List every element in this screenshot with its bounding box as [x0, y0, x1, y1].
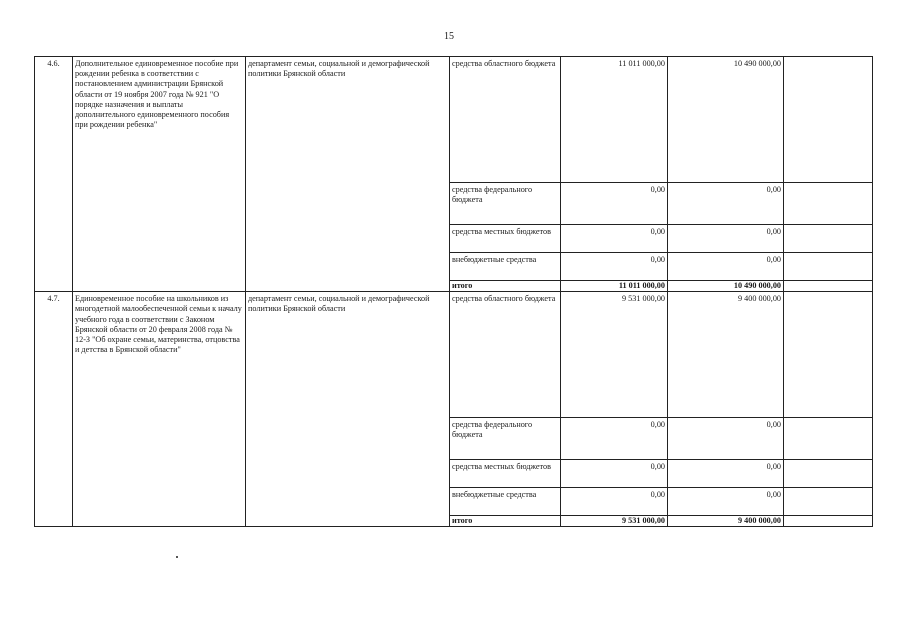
empty-cell	[784, 292, 873, 418]
value-cell: 0,00	[668, 183, 784, 225]
table-row	[35, 57, 873, 183]
empty-cell	[784, 460, 873, 488]
value-cell: 0,00	[561, 253, 668, 281]
source-label: средства федерального бюджета	[450, 418, 561, 460]
empty-cell	[784, 418, 873, 460]
total-value: 9 531 000,00	[561, 516, 668, 527]
empty-cell	[784, 183, 873, 225]
table-row	[35, 292, 873, 418]
source-label: средства федерального бюджета	[450, 183, 561, 225]
empty-cell	[784, 57, 873, 183]
measure-description: Единовременное пособие на школьников из многодетной малообеспеченной семьи к началу учебного года в соответствии с Законом Брянской области от 20 февраля 2008 года № 12-З "Об охране семьи, материнства, отцовства и детства в Брянской области"	[73, 292, 246, 527]
empty-cell	[784, 281, 873, 292]
empty-cell	[784, 488, 873, 516]
value-cell: 9 531 000,00	[561, 292, 668, 418]
executor-cell: департамент семьи, социальной и демографической политики Брянской области	[246, 57, 450, 292]
source-label: средства местных бюджетов	[450, 460, 561, 488]
source-label: внебюджетные средства	[450, 253, 561, 281]
value-cell: 0,00	[561, 418, 668, 460]
budget-table	[34, 56, 873, 527]
value-cell: 0,00	[668, 418, 784, 460]
executor-cell: департамент семьи, социальной и демографической политики Брянской области	[246, 292, 450, 527]
row-number: 4.7.	[35, 292, 73, 527]
value-cell: 0,00	[561, 183, 668, 225]
value-cell: 0,00	[561, 488, 668, 516]
empty-cell	[784, 225, 873, 253]
row-number: 4.6.	[35, 57, 73, 292]
total-value: 10 490 000,00	[668, 281, 784, 292]
total-value: 9 400 000,00	[668, 516, 784, 527]
value-cell: 0,00	[668, 225, 784, 253]
source-label: средства областного бюджета	[450, 292, 561, 418]
value-cell: 0,00	[561, 460, 668, 488]
total-label: итого	[450, 281, 561, 292]
value-cell: 0,00	[668, 488, 784, 516]
value-cell: 11 011 000,00	[561, 57, 668, 183]
total-label: итого	[450, 516, 561, 527]
measure-description: Дополнительное единовременное пособие при рождении ребенка в соответствии с постановлением администрации Брянской области от 19 ноября 2007 года № 921 "О порядке назначения и выплаты дополнительного единовременного пособия при рождении ребенка"	[73, 57, 246, 292]
value-cell: 0,00	[561, 225, 668, 253]
empty-cell	[784, 516, 873, 527]
total-value: 11 011 000,00	[561, 281, 668, 292]
source-label: средства областного бюджета	[450, 57, 561, 183]
source-label: внебюджетные средства	[450, 488, 561, 516]
value-cell: 9 400 000,00	[668, 292, 784, 418]
stray-dot	[176, 556, 178, 558]
empty-cell	[784, 253, 873, 281]
page-number: 15	[444, 31, 454, 42]
value-cell: 0,00	[668, 253, 784, 281]
value-cell: 10 490 000,00	[668, 57, 784, 183]
value-cell: 0,00	[668, 460, 784, 488]
source-label: средства местных бюджетов	[450, 225, 561, 253]
